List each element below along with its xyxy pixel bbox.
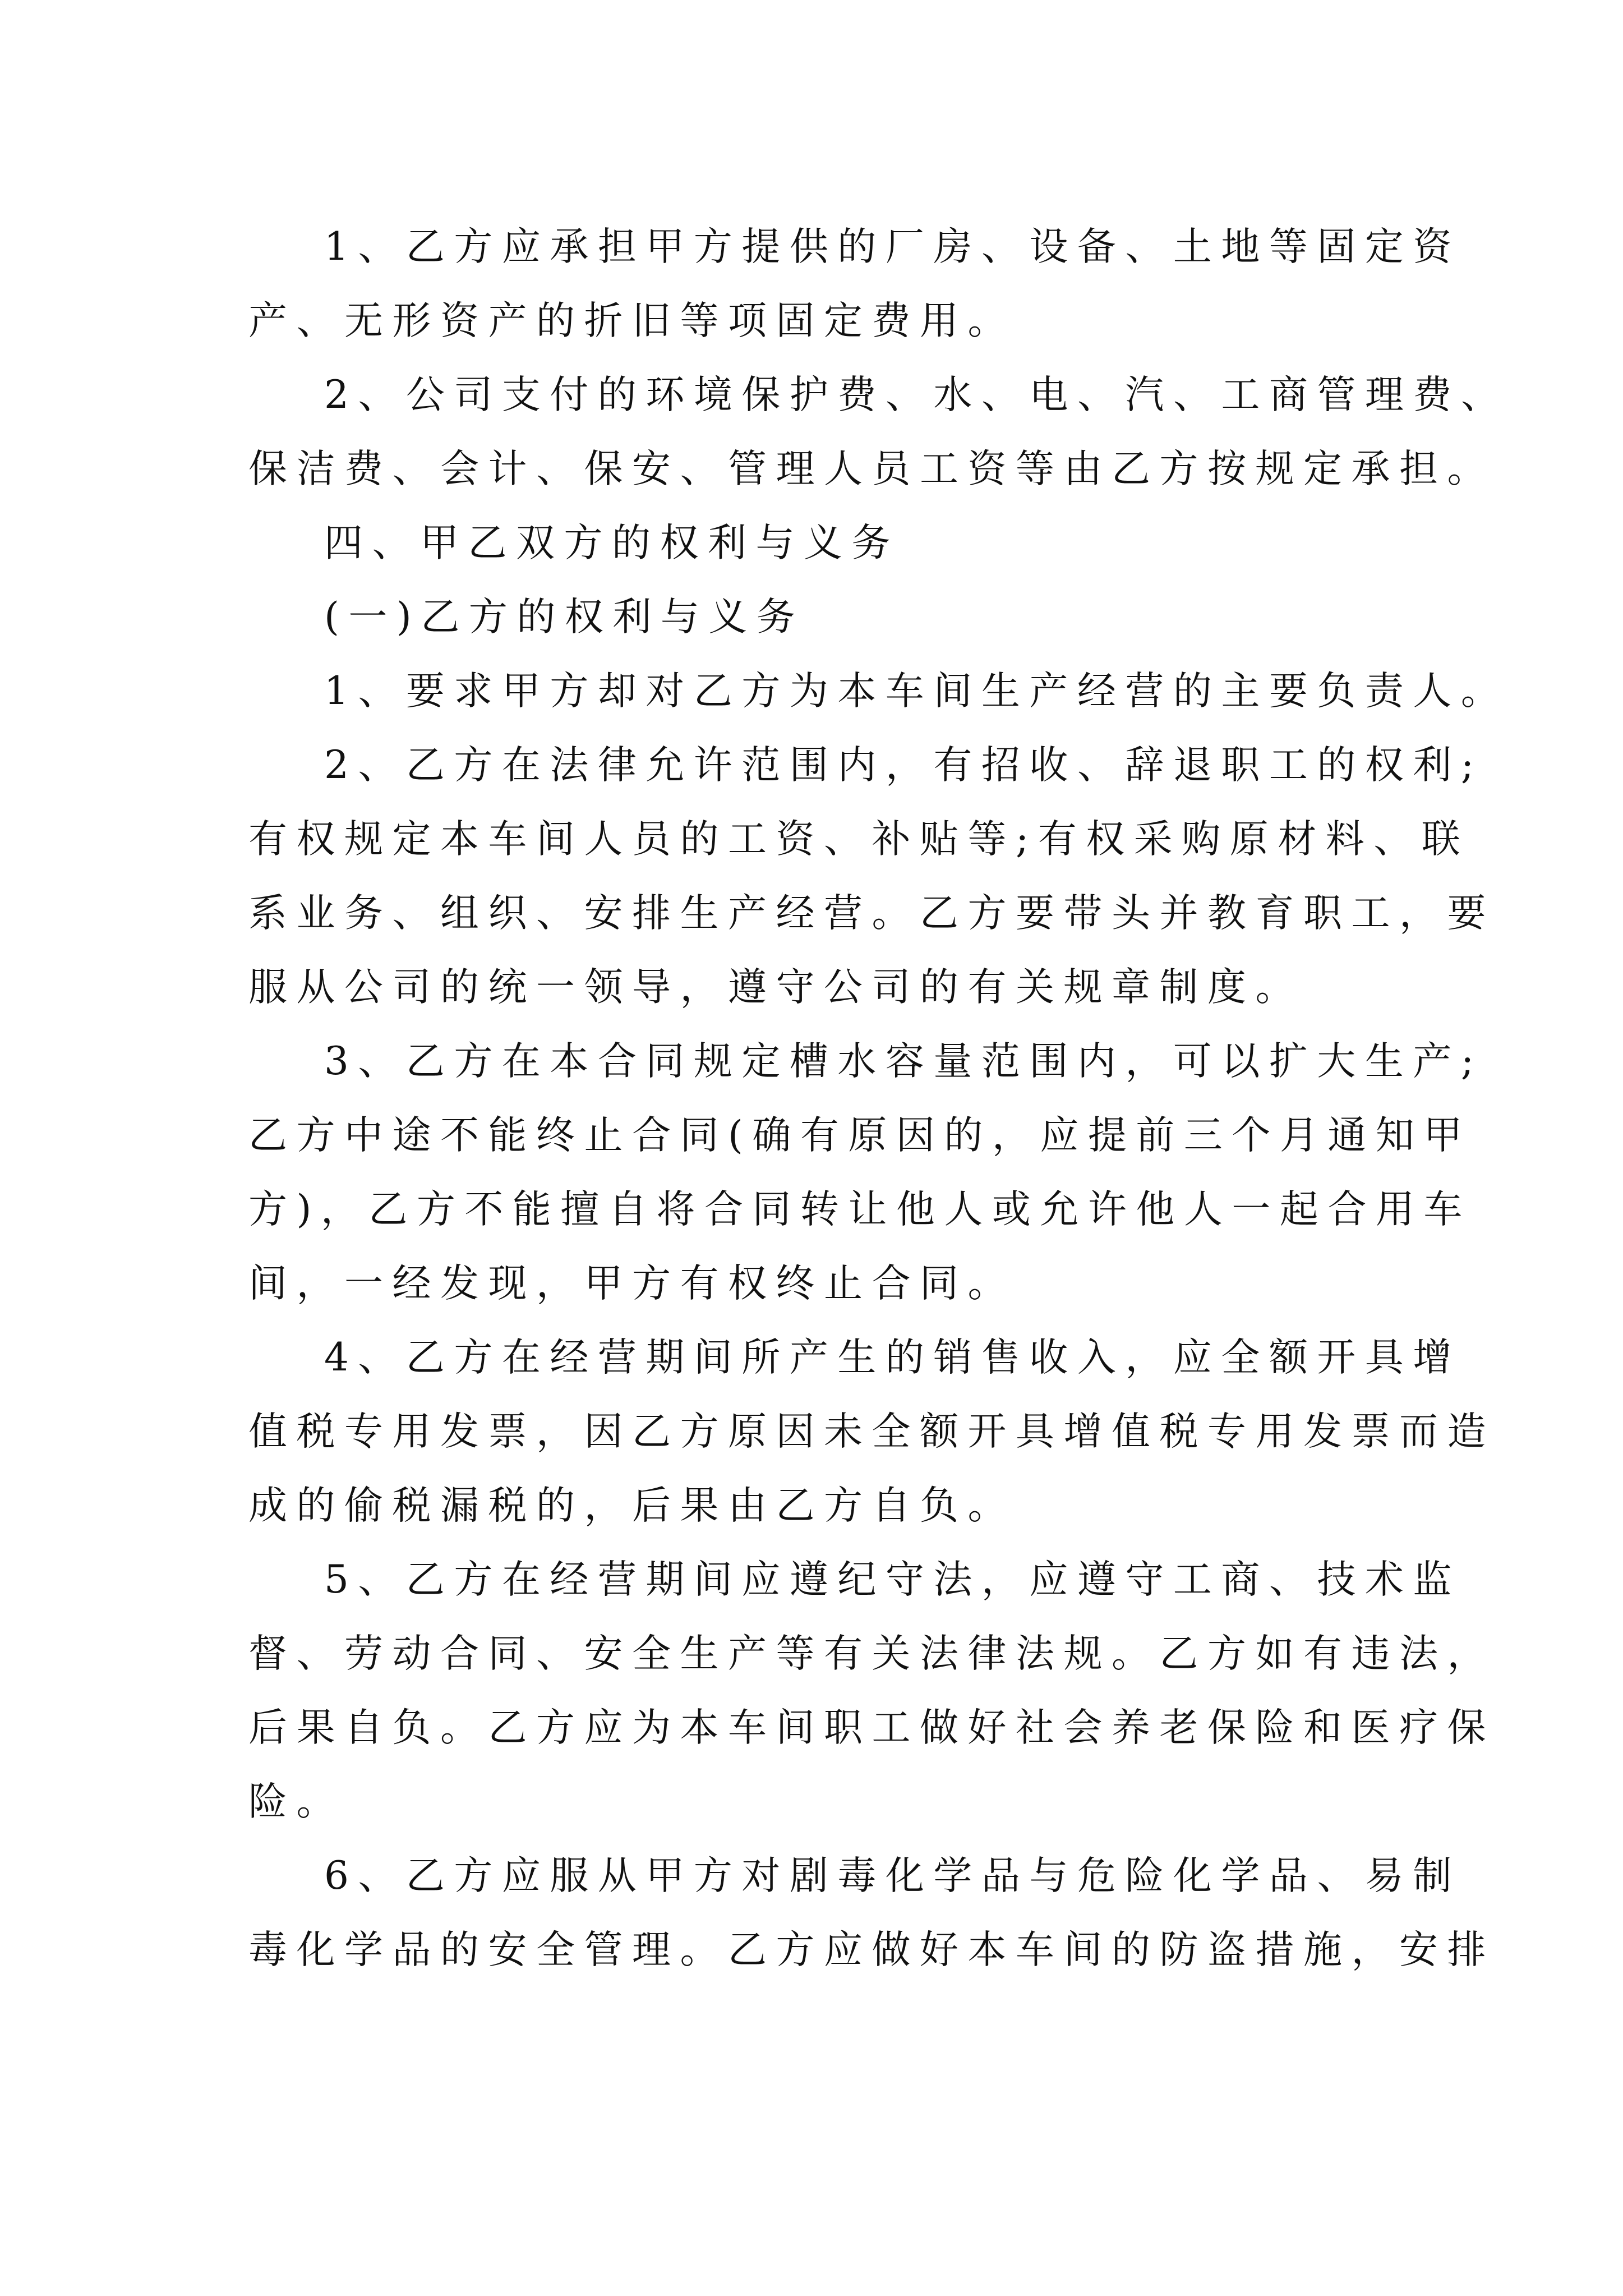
clause-3-line-3: 方)，乙方不能擅自将合同转让他人或允许他人一起合用车 bbox=[248, 1187, 1472, 1232]
clause-2-line-3: 系业务、组织、安排生产经营。乙方要带头并教育职工，要 bbox=[248, 891, 1495, 936]
paragraph-2-line-1: 2、公司支付的环境保护费、水、电、汽、工商管理费、 bbox=[324, 372, 1509, 417]
paragraph-1-line-1: 1、乙方应承担甲方提供的厂房、设备、土地等固定资 bbox=[324, 224, 1461, 269]
clause-3-line-2: 乙方中途不能终止合同(确有原因的，应提前三个月通知甲 bbox=[248, 1113, 1472, 1158]
clause-5-line-3: 后果自负。乙方应为本车间职工做好社会养老保险和医疗保 bbox=[248, 1705, 1495, 1750]
paragraph-1-line-2: 产、无形资产的折旧等项固定费用。 bbox=[248, 298, 1016, 343]
paragraph-2-line-2: 保洁费、会计、保安、管理人员工资等由乙方按规定承担。 bbox=[248, 447, 1495, 491]
clause-5-line-1: 5、乙方在经营期间应遵纪守法，应遵守工商、技术监 bbox=[324, 1557, 1461, 1602]
clause-4-line-3: 成的偷税漏税的，后果由乙方自负。 bbox=[248, 1483, 1016, 1528]
clause-4-line-1: 4、乙方在经营期间所产生的销售收入，应全额开具增 bbox=[324, 1335, 1461, 1380]
clause-3-line-1: 3、乙方在本合同规定槽水容量范围内，可以扩大生产; bbox=[324, 1039, 1483, 1084]
section-heading: 四、甲乙双方的权利与义务 bbox=[324, 521, 900, 565]
clause-4-line-2: 值税专用发票，因乙方原因未全额开具增值税专用发票而造 bbox=[248, 1409, 1495, 1454]
clause-6-line-1: 6、乙方应服从甲方对剧毒化学品与危险化学品、易制 bbox=[324, 1853, 1461, 1898]
clause-1-line-1: 1、要求甲方却对乙方为本车间生产经营的主要负责人。 bbox=[324, 669, 1509, 714]
clause-2-line-2: 有权规定本车间人员的工资、补贴等;有权采购原材料、联 bbox=[248, 817, 1470, 862]
clause-3-line-4: 间，一经发现，甲方有权终止合同。 bbox=[248, 1261, 1016, 1306]
clause-5-line-2: 督、劳动合同、安全生产等有关法律法规。乙方如有违法， bbox=[248, 1631, 1495, 1676]
clause-6-line-2: 毒化学品的安全管理。乙方应做好本车间的防盗措施，安排 bbox=[248, 1927, 1495, 1972]
clause-2-line-4: 服从公司的统一领导，遵守公司的有关规章制度。 bbox=[248, 965, 1303, 1010]
subsection-heading: (一)乙方的权利与义务 bbox=[324, 595, 805, 639]
clause-5-line-4: 险。 bbox=[248, 1779, 344, 1824]
clause-2-line-1: 2、乙方在法律允许范围内，有招收、辞退职工的权利; bbox=[324, 743, 1483, 788]
